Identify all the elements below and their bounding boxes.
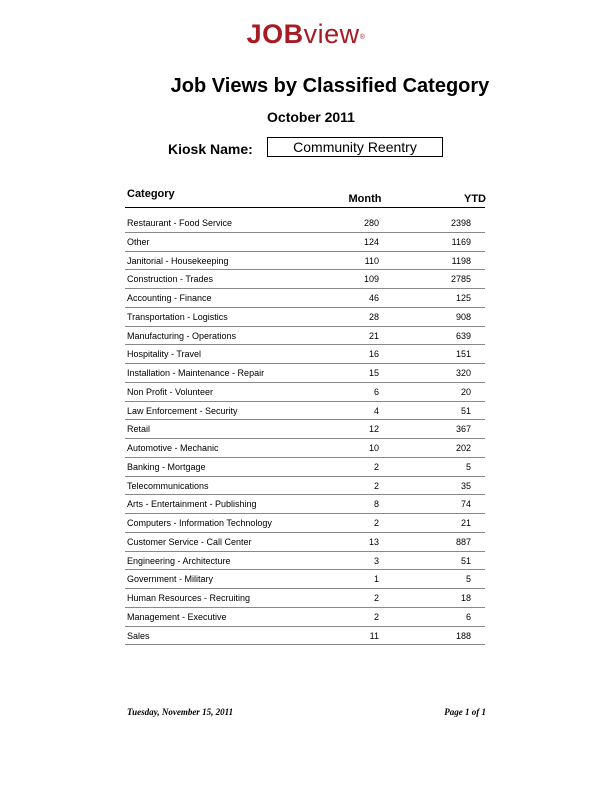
category-cell: Installation - Maintenance - Repair: [127, 368, 265, 378]
ytd-cell: 202: [455, 443, 471, 453]
month-cell: 16: [368, 349, 379, 360]
table-row: [125, 627, 485, 646]
month-cell: 13: [368, 536, 379, 547]
ytd-cell: 5: [465, 574, 471, 585]
month-cell: 15: [368, 368, 379, 378]
ytd-cell: 21: [460, 518, 471, 528]
table-row: [125, 608, 485, 627]
month-cell: 28: [368, 311, 379, 322]
table-row: [125, 420, 485, 439]
month-cell: 3: [373, 555, 379, 566]
month-cell: 124: [363, 236, 379, 247]
month-cell: 1: [373, 574, 379, 585]
ytd-cell: 188: [455, 630, 471, 641]
table-row: [125, 514, 485, 533]
footer-page-number: Page 1 of 1: [444, 707, 486, 717]
ytd-cell: 2785: [450, 274, 471, 285]
table-row: [125, 345, 485, 364]
category-cell: Engineering - Architecture: [127, 555, 231, 566]
ytd-cell: 639: [455, 330, 471, 341]
ytd-cell: 887: [455, 536, 471, 547]
category-cell: Automotive - Mechanic: [127, 443, 219, 453]
month-cell: 10: [368, 443, 379, 453]
category-cell: Retail: [127, 424, 151, 435]
header-divider: [125, 207, 485, 208]
month-cell: 8: [373, 499, 379, 510]
ytd-cell: 151: [455, 349, 471, 360]
ytd-cell: 1198: [451, 255, 471, 266]
table-row: [125, 495, 485, 514]
table-row: [125, 589, 485, 608]
kiosk-name-field: Community Reentry: [267, 137, 443, 157]
logo-view-text: view: [303, 19, 360, 49]
category-cell: Telecommunications: [127, 480, 209, 491]
month-cell: 21: [368, 330, 379, 341]
category-cell: Management - Executive: [127, 611, 227, 622]
month-cell: 109: [363, 274, 379, 285]
ytd-cell: 18: [460, 593, 471, 603]
ytd-cell: 125: [455, 293, 471, 303]
category-cell: Law Enforcement - Security: [127, 405, 238, 416]
category-cell: Human Resources - Recruiting: [127, 593, 251, 603]
table-row: [125, 383, 485, 402]
ytd-cell: 6: [465, 611, 471, 622]
table-row: [125, 364, 485, 383]
table-row: [125, 233, 485, 252]
month-cell: 2: [373, 480, 379, 491]
category-table: [125, 214, 485, 645]
category-cell: Government - Military: [127, 574, 214, 585]
month-cell: 2: [373, 593, 379, 603]
month-cell: 46: [368, 293, 379, 303]
category-cell: Manufacturing - Operations: [127, 330, 237, 341]
month-cell: 2: [373, 461, 379, 472]
table-row: [125, 570, 485, 589]
table-row: [125, 552, 485, 571]
table-row: [125, 533, 485, 552]
ytd-cell: 1169: [451, 236, 471, 247]
category-cell: Sales: [127, 630, 150, 641]
table-row: [125, 308, 485, 327]
ytd-cell: 74: [460, 499, 471, 510]
ytd-cell: 2398: [450, 218, 471, 228]
category-cell: Non Profit - Volunteer: [127, 386, 214, 397]
ytd-cell: 367: [455, 424, 471, 435]
table-row: [125, 270, 485, 289]
category-cell: Other: [127, 236, 150, 247]
category-cell: Customer Service - Call Center: [127, 536, 252, 547]
ytd-cell: 51: [460, 405, 471, 416]
logo-job-text: JOB: [246, 19, 304, 49]
month-cell: 110: [364, 255, 379, 266]
ytd-cell: 20: [460, 386, 471, 397]
table-row: [125, 327, 485, 346]
category-cell: Banking - Mortgage: [127, 461, 206, 472]
ytd-cell: 35: [460, 480, 471, 491]
category-cell: Computers - Information Technology: [127, 518, 272, 528]
table-row: [125, 439, 485, 458]
report-title: Job Views by Classified Category: [170, 75, 490, 97]
category-cell: Arts - Entertainment - Publishing: [127, 499, 257, 510]
footer-date: Tuesday, November 15, 2011: [127, 707, 234, 717]
table-row: [125, 252, 485, 271]
month-cell: 2: [373, 518, 379, 528]
month-cell: 280: [363, 218, 379, 228]
category-cell: Restaurant - Food Service: [127, 218, 233, 228]
category-cell: Construction - Trades: [127, 274, 214, 285]
kiosk-name-label: Kiosk Name:: [168, 141, 253, 157]
table-row: [125, 458, 485, 477]
column-header-ytd: YTD: [464, 193, 486, 205]
month-cell: 4: [373, 405, 379, 416]
category-cell: Hospitality - Travel: [127, 349, 202, 360]
ytd-cell: 51: [460, 555, 471, 566]
month-cell: 6: [373, 386, 379, 397]
month-cell: 12: [368, 424, 379, 435]
column-header-category: Category: [127, 188, 175, 200]
report-period: October 2011: [267, 109, 355, 125]
month-cell: 2: [373, 611, 379, 622]
category-cell: Janitorial - Housekeeping: [127, 255, 229, 266]
table-row: [125, 402, 485, 421]
table-row: [125, 289, 485, 308]
registered-mark: ®: [359, 34, 366, 41]
category-cell: Transportation - Logistics: [127, 311, 228, 322]
ytd-cell: 908: [455, 311, 471, 322]
table-row: [125, 477, 485, 496]
category-cell: Accounting - Finance: [127, 293, 212, 303]
jobview-logo: [0, 18, 612, 50]
table-row: [125, 214, 485, 233]
ytd-cell: 320: [455, 368, 471, 378]
month-cell: 11: [369, 630, 379, 641]
column-header-month: Month: [348, 193, 382, 205]
ytd-cell: 5: [465, 461, 471, 472]
